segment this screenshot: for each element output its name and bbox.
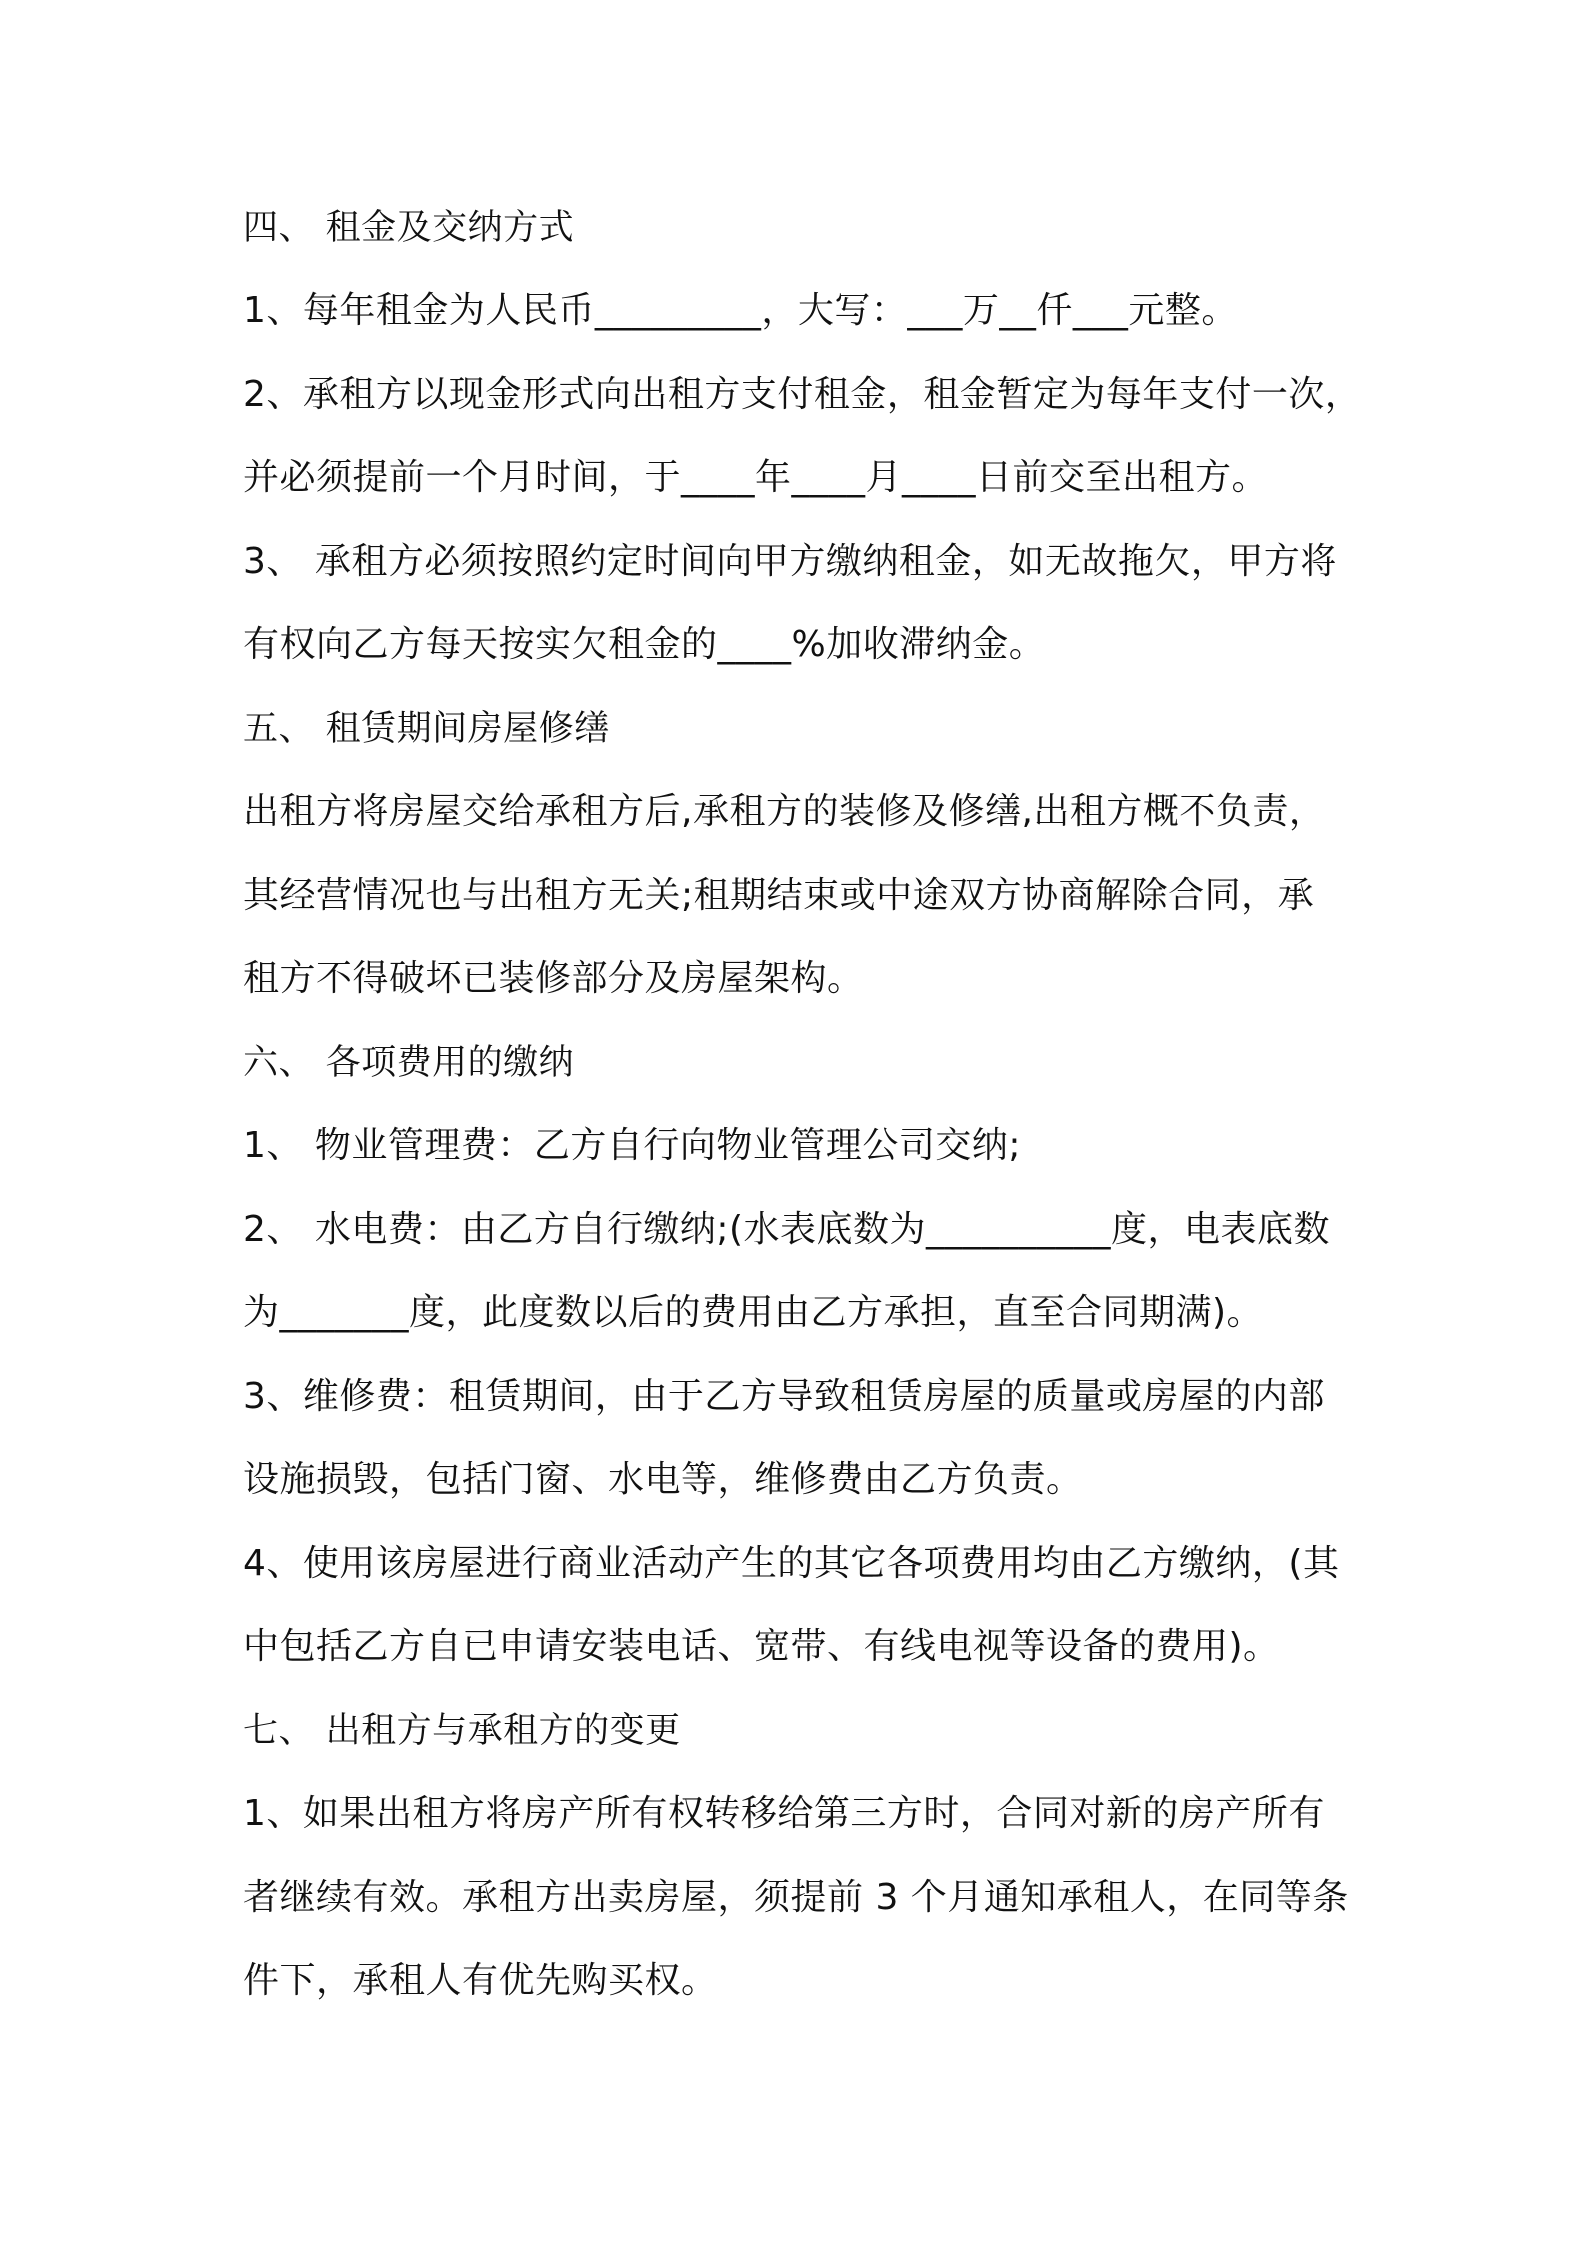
paragraph-line: 2、承租方以现金形式向出租方支付租金，租金暂定为每年支付一次， xyxy=(243,374,1362,415)
paragraph-line: 有权向乙方每天按实欠租金的____%加收滞纳金。 xyxy=(243,624,1046,665)
paragraph-line: 1、每年租金为人民币_________，大写：___万__仟___元整。 xyxy=(243,290,1238,331)
paragraph-line: 出租方将房屋交给承租方后,承租方的装修及修缮,出租方概不负责， xyxy=(243,791,1326,832)
paragraph-line: 4、使用该房屋进行商业活动产生的其它各项费用均由乙方缴纳，(其 xyxy=(243,1543,1340,1584)
paragraph-line: 其经营情况也与出租方无关;租期结束或中途双方协商解除合同，承 xyxy=(243,875,1315,916)
section-heading-5: 五、 租赁期间房屋修缮 xyxy=(243,709,610,749)
paragraph-line: 设施损毁，包括门窗、水电等，维修费由乙方负责。 xyxy=(243,1459,1083,1500)
paragraph-line: 者继续有效。承租方出卖房屋，须提前 3 个月通知承租人，在同等条 xyxy=(243,1877,1349,1918)
section-heading-7: 七、 出租方与承租方的变更 xyxy=(243,1711,681,1751)
section-heading-4: 四、 租金及交纳方式 xyxy=(243,208,575,248)
paragraph-line: 3、维修费：租赁期间，由于乙方导致租赁房屋的质量或房屋的内部 xyxy=(243,1376,1325,1417)
paragraph-line: 并必须提前一个月时间，于____年____月____日前交至出租方。 xyxy=(243,457,1269,498)
paragraph-line: 中包括乙方自已申请安装电话、宽带、有线电视等设备的费用)。 xyxy=(243,1626,1280,1667)
paragraph-line: 3、 承租方必须按照约定时间向甲方缴纳租金，如无故拖欠，甲方将 xyxy=(243,541,1337,582)
paragraph-line: 1、 物业管理费：乙方自行向物业管理公司交纳; xyxy=(243,1125,1021,1166)
paragraph-line: 租方不得破坏已装修部分及房屋架构。 xyxy=(243,958,864,999)
paragraph-line: 件下，承租人有优先购买权。 xyxy=(243,1960,718,2001)
paragraph-line: 为_______度，此度数以后的费用由乙方承担，直至合同期满)。 xyxy=(243,1292,1264,1333)
paragraph-line: 1、如果出租方将房产所有权转移给第三方时，合同对新的房产所有 xyxy=(243,1793,1325,1834)
paragraph-line: 2、 水电费：由乙方自行缴纳;(水表底数为__________度，电表底数 xyxy=(243,1209,1331,1250)
section-heading-6: 六、 各项费用的缴纳 xyxy=(243,1043,575,1083)
